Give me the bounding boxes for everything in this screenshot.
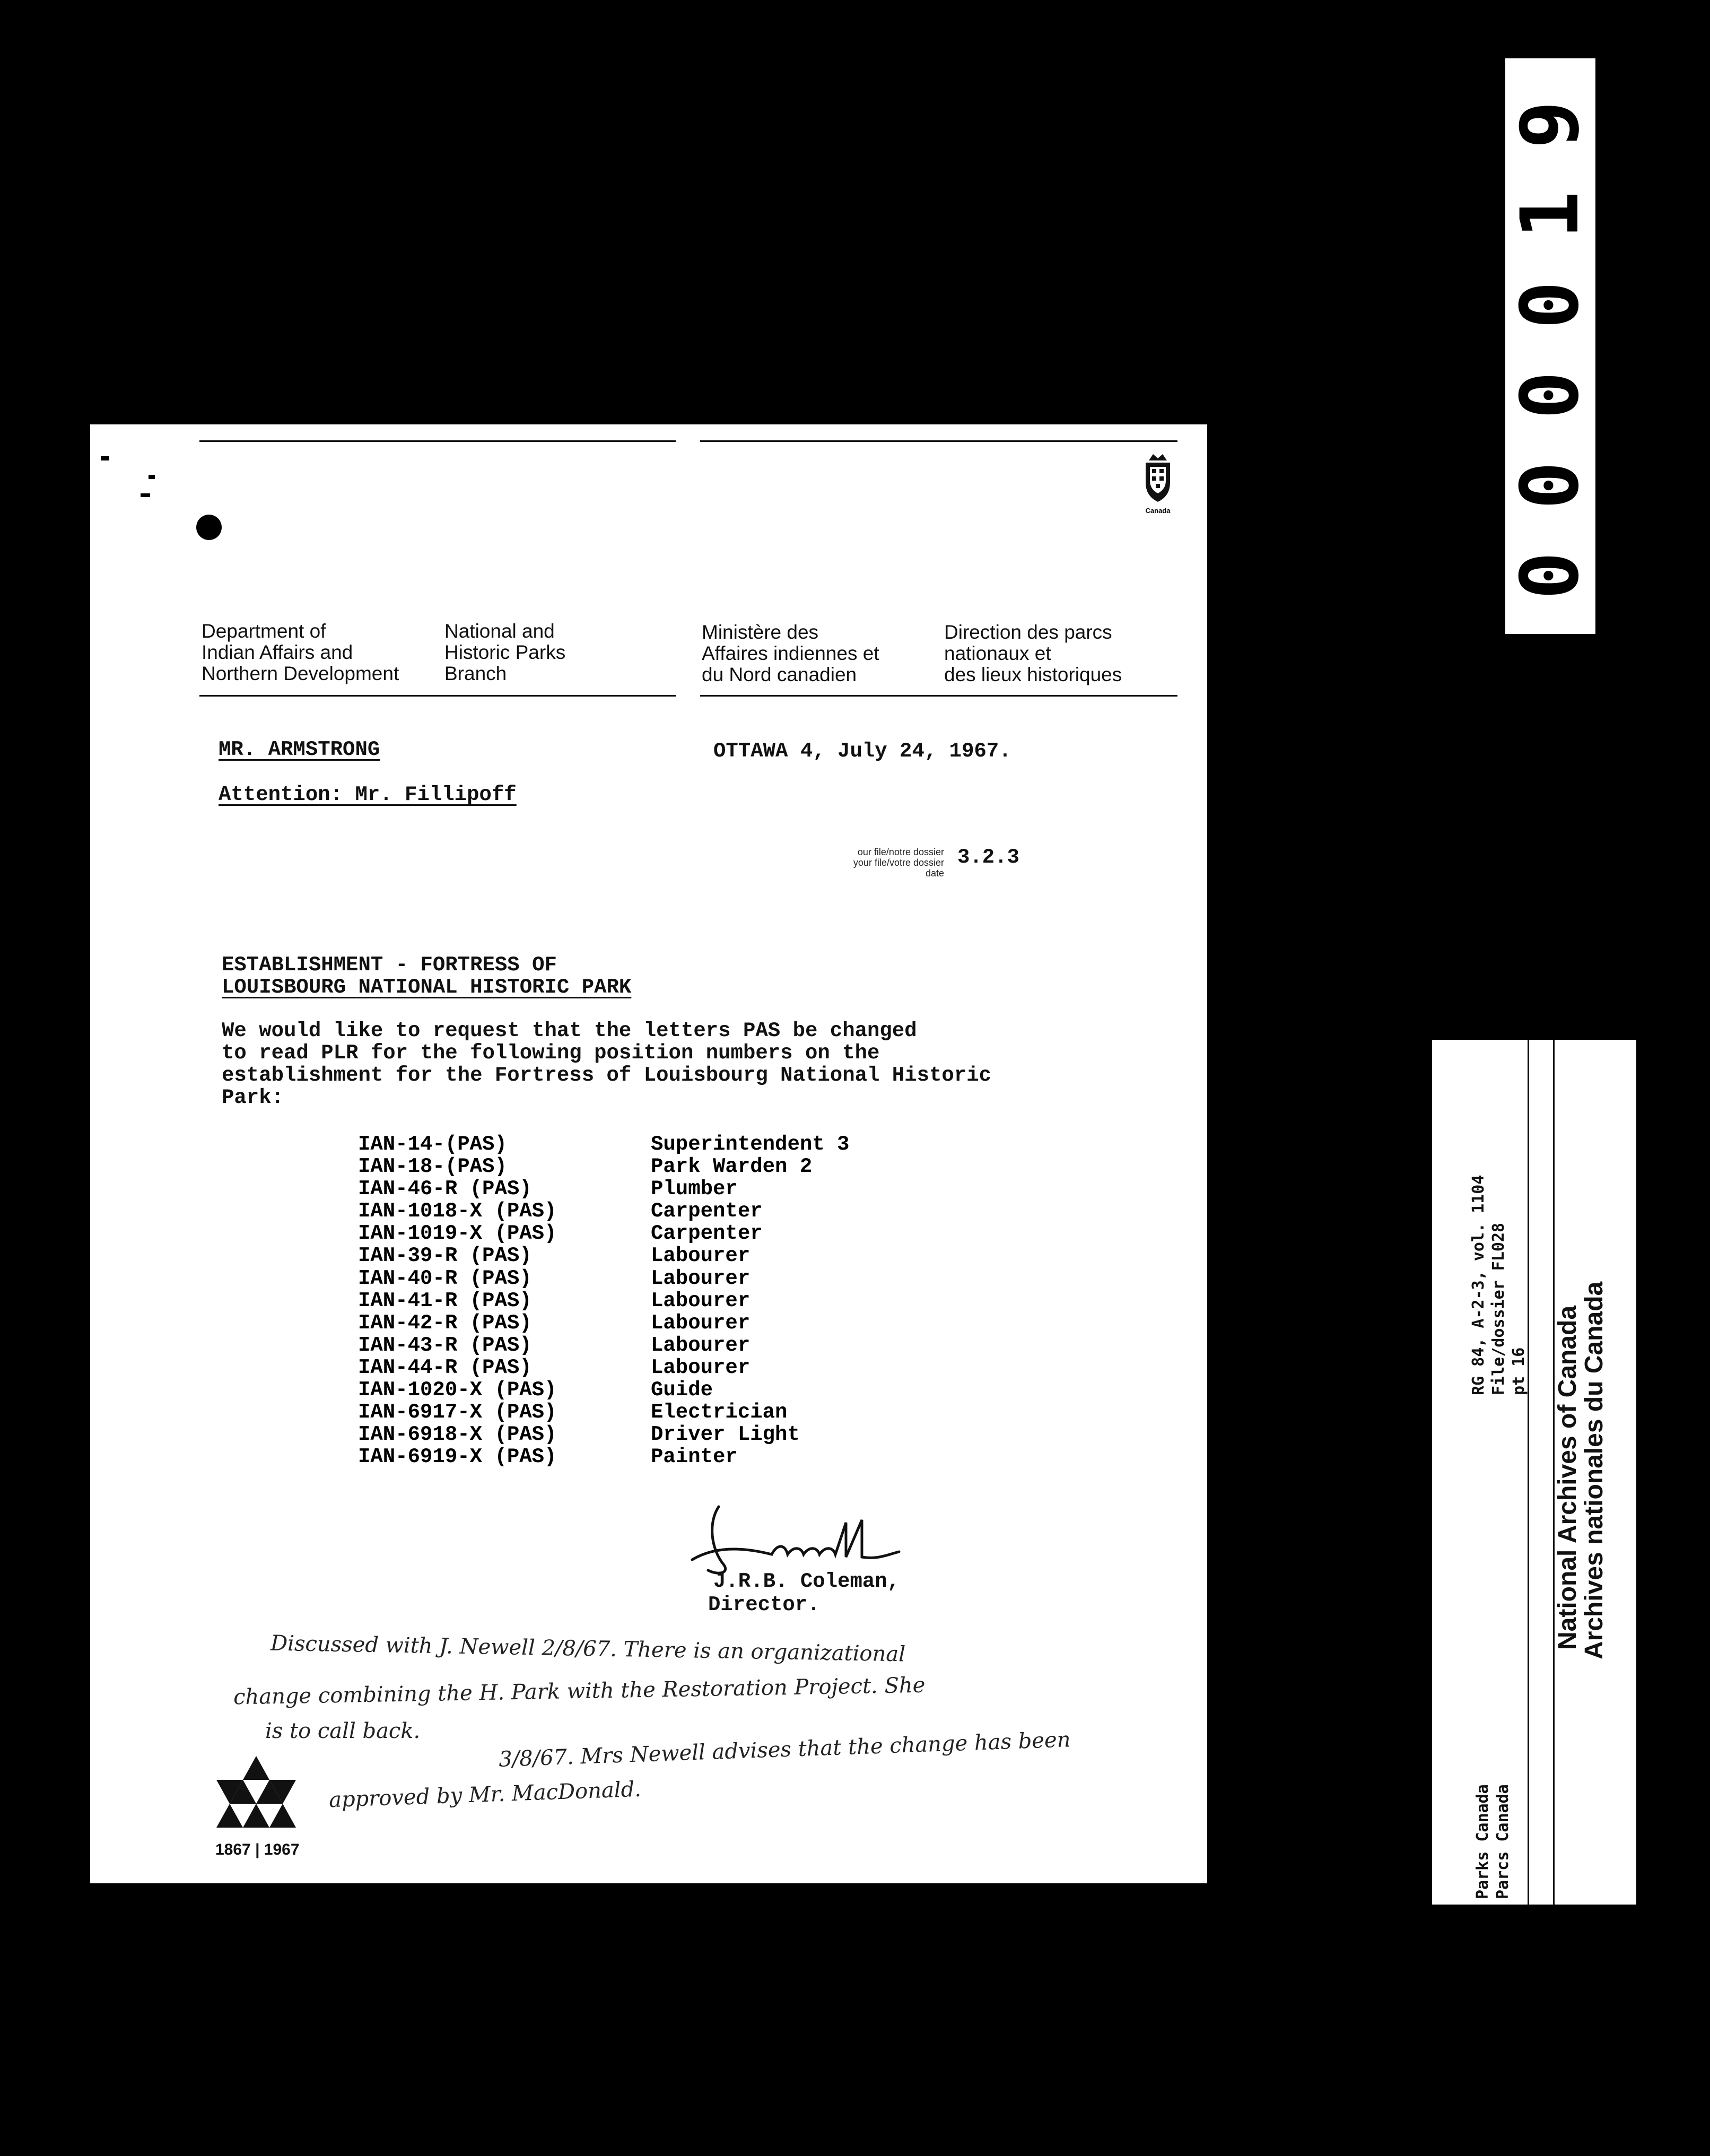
- position-code: IAN-1019-X (PAS): [358, 1222, 557, 1246]
- place-date: OTTAWA 4, July 24, 1967.: [713, 740, 1011, 763]
- position-code: IAN-14-(PAS): [358, 1133, 507, 1156]
- position-code: IAN-1018-X (PAS): [358, 1199, 557, 1223]
- recipient-name: MR. ARMSTRONG: [219, 738, 380, 761]
- position-code: IAN-43-R (PAS): [358, 1333, 532, 1357]
- attention-line: Attention: Mr. Fillipoff: [219, 783, 517, 806]
- top-rule-right: [700, 440, 1177, 442]
- archive-label-strip: [1432, 1040, 1636, 1905]
- position-title: Labourer: [651, 1289, 751, 1312]
- position-title: Labourer: [651, 1333, 751, 1357]
- position-title: Carpenter: [651, 1199, 763, 1223]
- position-code: IAN-6918-X (PAS): [358, 1423, 557, 1447]
- position-code: IAN-44-R (PAS): [358, 1355, 532, 1379]
- ink-speck: [101, 456, 109, 460]
- centennial-triangle-logo-icon: [211, 1753, 301, 1841]
- body-paragraph: We would like to request that the letters PAS be changed to read PLR for the following position numbers on the establishment for the Fortress of Louisbourg National Historic Park:: [222, 1019, 992, 1109]
- archive-reference-line-2: File/dossier FL028: [1489, 1222, 1508, 1395]
- subject-line-1: ESTABLISHMENT - FORTRESS OF: [222, 953, 557, 977]
- letterhead-rule-right: [700, 695, 1177, 697]
- handwritten-note-line-5: approved by Mr. MacDonald.: [328, 1777, 642, 1813]
- position-title: Carpenter: [651, 1222, 763, 1246]
- position-code: IAN-42-R (PAS): [358, 1311, 532, 1335]
- letterhead-rule-left: [199, 695, 676, 697]
- file-reference-labels: our file/notre dossier your file/votre dossier date: [853, 847, 944, 879]
- institution-name-en: National Archives of Canada: [1554, 1305, 1582, 1650]
- position-code: IAN-46-R (PAS): [358, 1177, 532, 1201]
- handwritten-note-line-1: Discussed with J. Newell 2/8/67. There is an organizational: [270, 1631, 906, 1667]
- position-title: Electrician: [651, 1401, 788, 1424]
- centennial-years: 1867 | 1967: [215, 1841, 300, 1858]
- position-title: Park Warden 2: [651, 1155, 813, 1179]
- position-title: Guide: [651, 1378, 713, 1402]
- archive-reference-line-3: pt 16: [1510, 1347, 1528, 1395]
- position-code: IAN-18-(PAS): [358, 1155, 507, 1179]
- frame-number-digit: 1: [1504, 190, 1596, 239]
- position-code: IAN-40-R (PAS): [358, 1266, 532, 1290]
- canada-coat-of-arms-icon: [1139, 451, 1176, 520]
- position-title: Labourer: [651, 1355, 751, 1379]
- canada-wordmark: Canada: [1145, 507, 1171, 515]
- dept-name-fr: Ministère des Affaires indiennes et du Nord canadien: [702, 621, 879, 685]
- position-code: IAN-39-R (PAS): [358, 1244, 532, 1268]
- letter-page: [90, 424, 1207, 1883]
- position-title: Superintendent 3: [651, 1133, 850, 1156]
- position-title: Plumber: [651, 1177, 738, 1201]
- archive-reference-line-1: RG 84, A-2-3, vol. 1104: [1469, 1175, 1488, 1395]
- branch-name-fr: Direction des parcs nationaux et des lieux historiques: [944, 621, 1122, 685]
- handwritten-note-line-3: is to call back.: [265, 1719, 421, 1743]
- handwritten-note-line-2: change combining the H. Park with the Restoration Project. She: [233, 1673, 926, 1710]
- position-title: Driver Light: [651, 1423, 800, 1447]
- ink-speck: [141, 493, 150, 497]
- position-code: IAN-1020-X (PAS): [358, 1378, 557, 1402]
- top-rule-left: [199, 440, 676, 442]
- label-divider: [1528, 1040, 1529, 1905]
- frame-number-digit: 0: [1504, 551, 1596, 600]
- frame-number-digit: 0: [1504, 281, 1596, 329]
- frame-number-digit: 0: [1504, 371, 1596, 420]
- institution-name-fr: Archives nationales du Canada: [1580, 1281, 1608, 1659]
- position-title: Labourer: [651, 1266, 751, 1290]
- position-code: IAN-6917-X (PAS): [358, 1401, 557, 1424]
- subject-line-2: LOUISBOURG NATIONAL HISTORIC PARK: [222, 976, 632, 999]
- ink-speck: [196, 515, 222, 540]
- position-code: IAN-41-R (PAS): [358, 1289, 532, 1312]
- dept-name-en: Department of Indian Affairs and Northern Development: [202, 620, 399, 684]
- handwritten-note-line-4: 3/8/67. Mrs Newell advises that the change has been: [498, 1727, 1071, 1772]
- file-number: 3.2.3: [957, 846, 1020, 869]
- ink-speck: [149, 475, 155, 479]
- frame-number-digit: 0: [1504, 461, 1596, 510]
- position-title: Painter: [651, 1445, 738, 1469]
- branch-name-en: National and Historic Parks Branch: [444, 620, 566, 684]
- frame-number-digit: 9: [1504, 100, 1596, 149]
- frame-number-strip: [1505, 58, 1595, 634]
- position-code: IAN-6919-X (PAS): [358, 1445, 557, 1469]
- signatory-title: Director.: [708, 1593, 820, 1616]
- position-title: Labourer: [651, 1311, 751, 1335]
- agency-name-en: Parks Canada: [1473, 1784, 1492, 1899]
- position-title: Labourer: [651, 1244, 751, 1268]
- agency-name-fr: Parcs Canada: [1494, 1784, 1512, 1899]
- recipient: [219, 738, 380, 761]
- signatory-name: J.R.B. Coleman,: [713, 1570, 900, 1593]
